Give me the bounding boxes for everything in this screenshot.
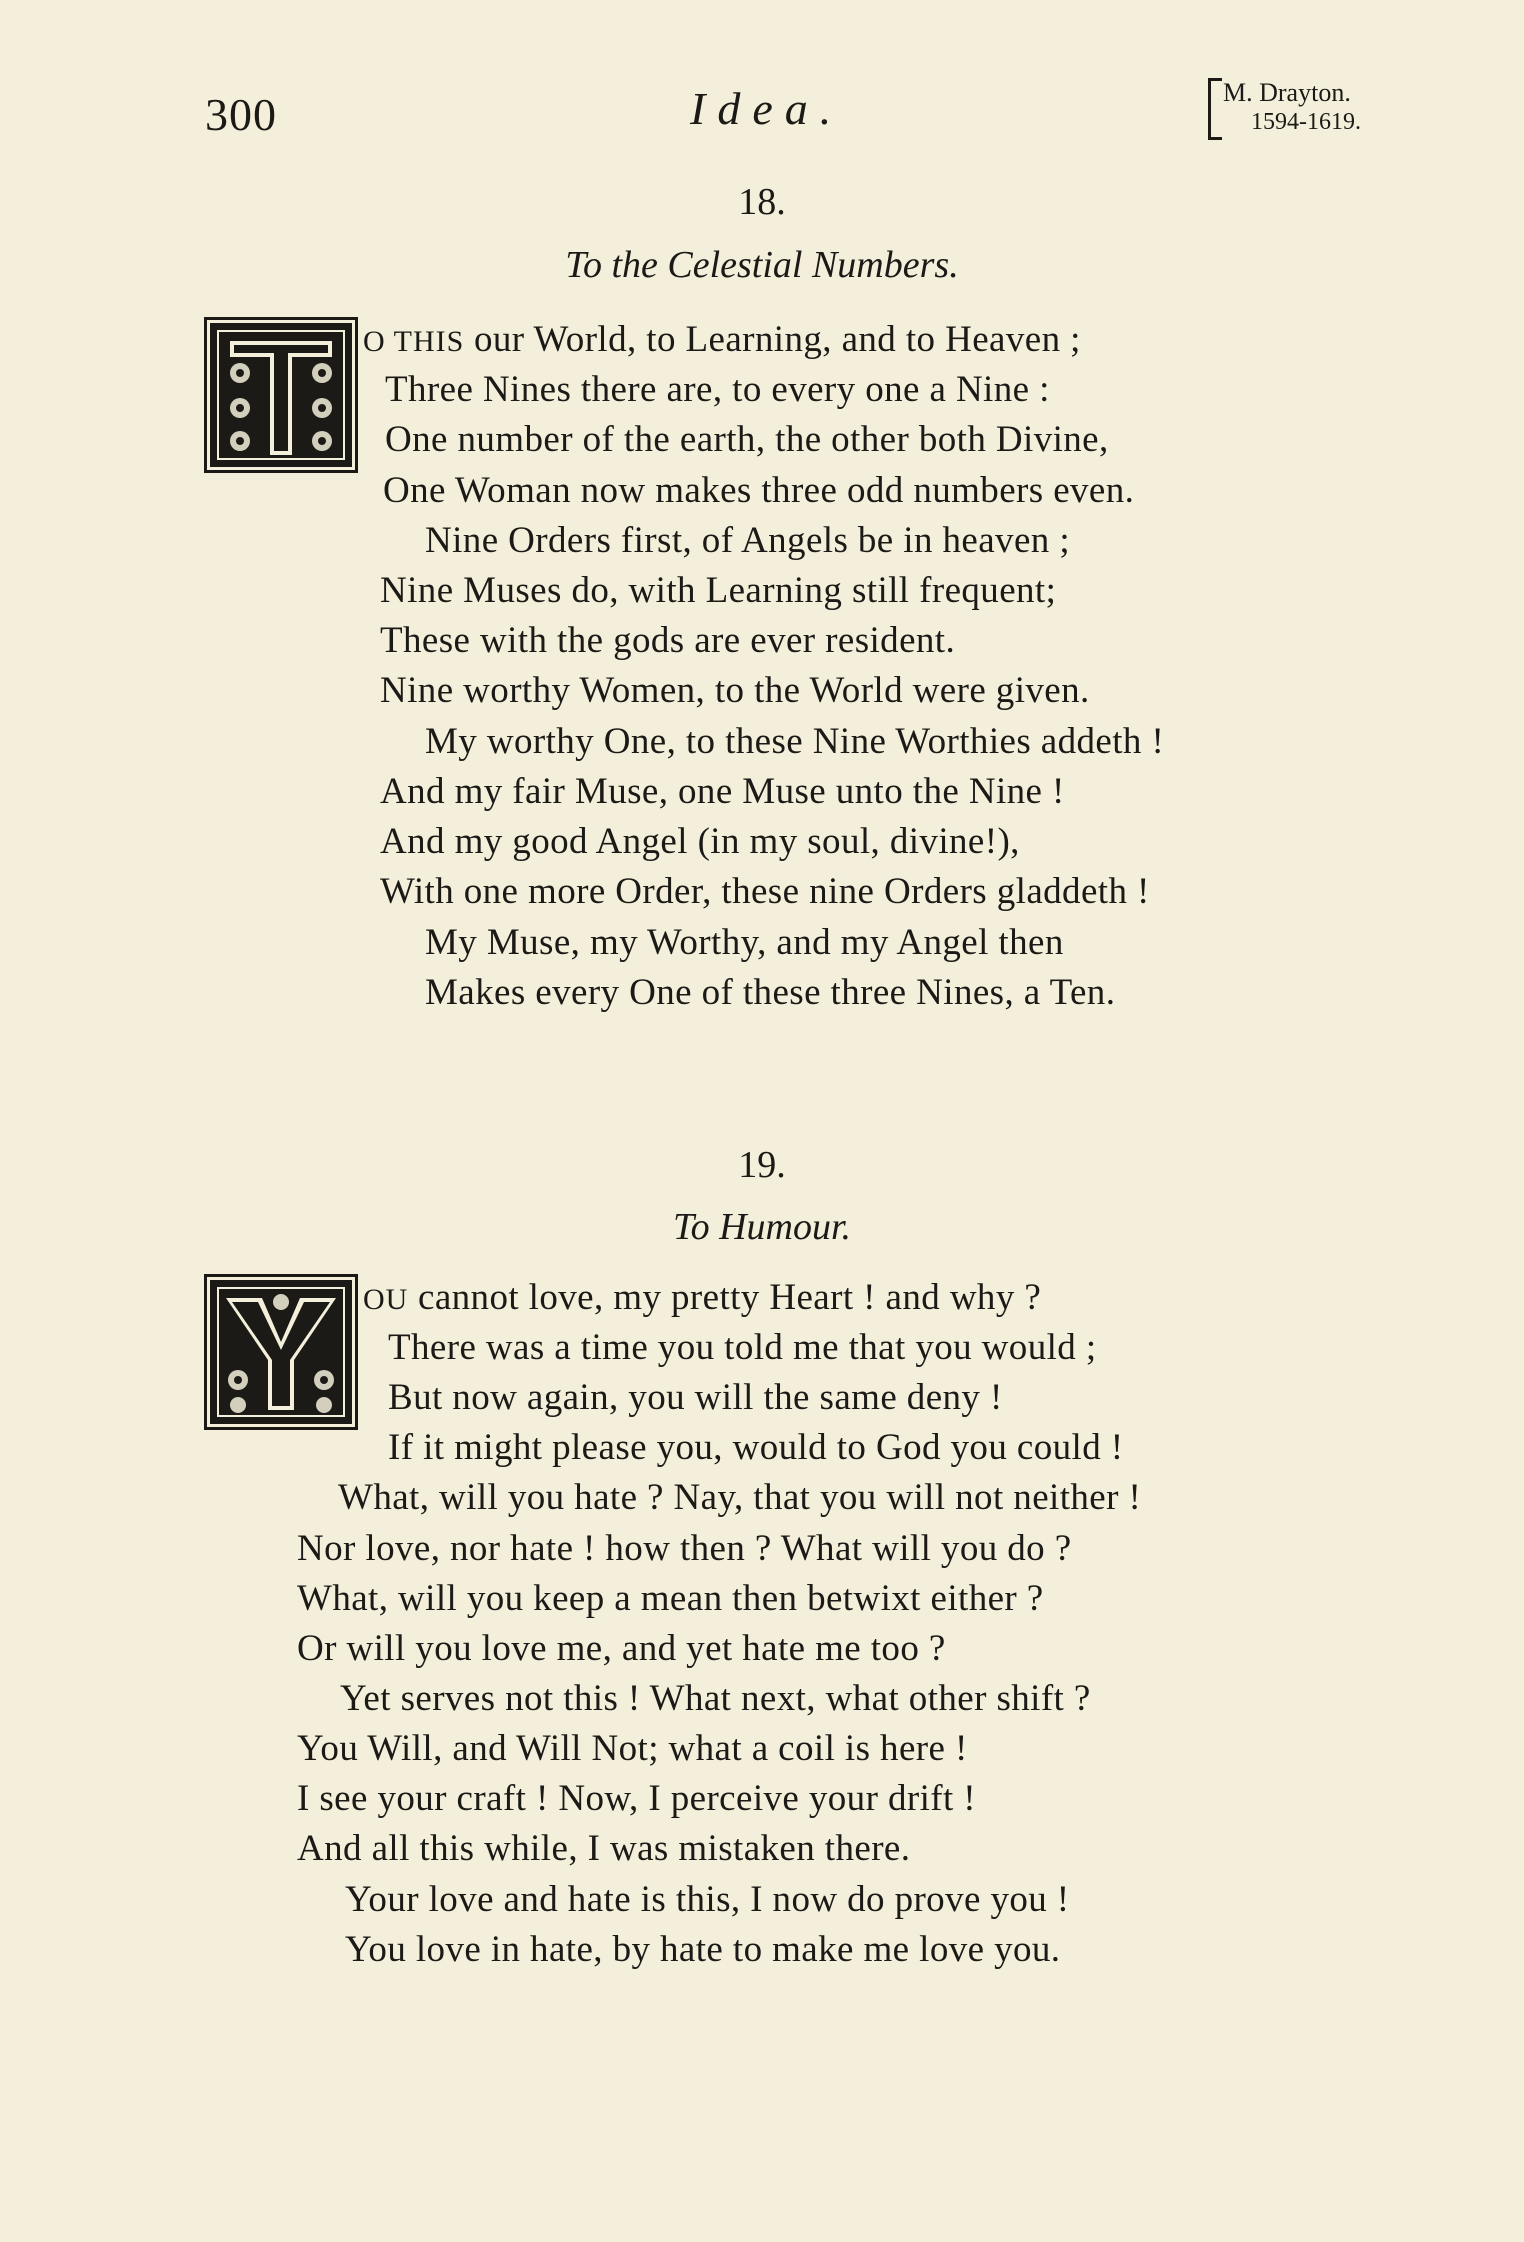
poem-line: My Muse, my Worthy, and my Angel then — [425, 922, 1064, 963]
ornamental-initial-icon — [210, 1280, 352, 1424]
drop-cap-t-ornament — [210, 323, 352, 467]
poem-line: One Woman now makes three odd numbers even. — [383, 470, 1135, 511]
poem-line: And all this while, I was mistaken there. — [297, 1828, 911, 1869]
author-dates: 1594-1619. — [1251, 109, 1361, 135]
poem-line: One number of the earth, the other both Divine, — [385, 419, 1109, 460]
poem-line: If it might please you, would to God you could ! — [388, 1427, 1124, 1468]
author-attribution — [1208, 78, 1413, 140]
poem-line: And my good Angel (in my soul, divine!), — [380, 821, 1020, 862]
poem-line: Makes every One of these three Nines, a Ten. — [425, 972, 1116, 1013]
poem-line: Nor love, nor hate ! how then ? What will you do ? — [297, 1528, 1072, 1569]
sonnet-title: To Humour. — [672, 1206, 852, 1248]
poem-line: What, will you keep a mean then betwixt either ? — [297, 1578, 1044, 1619]
drop-cap-y-ornament — [210, 1280, 352, 1424]
poem-line: You Will, and Will Not; what a coil is here ! — [297, 1728, 968, 1769]
poem-line: Your love and hate is this, I now do prove you ! — [345, 1879, 1070, 1920]
poem-line: But now again, you will the same deny ! — [388, 1377, 1003, 1418]
running-title: Idea. — [690, 83, 844, 134]
poem-line: What, will you hate ? Nay, that you will not neither ! — [338, 1477, 1142, 1518]
sonnet-title: To the Celestial Numbers. — [565, 244, 959, 286]
poem-line: With one more Order, these nine Orders gladdeth ! — [380, 871, 1150, 912]
ornamental-initial-icon — [210, 323, 352, 467]
poem-line: And my fair Muse, one Muse unto the Nine ! — [380, 771, 1065, 812]
sonnet-number: 19. — [738, 1144, 786, 1186]
author-name: M. Drayton. — [1223, 78, 1351, 107]
poem-line: Three Nines there are, to every one a Nine : — [385, 369, 1050, 410]
poem-line: I see your craft ! Now, I perceive your drift ! — [297, 1778, 977, 1819]
poem-line: Nine Orders first, of Angels be in heaven ; — [425, 520, 1071, 561]
poem-line: Or will you love me, and yet hate me too ? — [297, 1628, 946, 1669]
poem-line: There was a time you told me that you would ; — [388, 1327, 1097, 1368]
poem-line: Nine worthy Women, to the World were given. — [380, 670, 1090, 711]
poem-line: OU cannot love, my pretty Heart ! and why ? — [363, 1277, 1042, 1318]
page-number: 300 — [205, 89, 277, 140]
poem-line: You love in hate, by hate to make me love you. — [345, 1929, 1061, 1970]
poem-line: Nine Muses do, with Learning still frequent; — [380, 570, 1057, 611]
poem-line: My worthy One, to these Nine Worthies addeth ! — [425, 721, 1165, 762]
poem-line: Yet serves not this ! What next, what other shift ? — [340, 1678, 1091, 1719]
sonnet-number: 18. — [738, 181, 786, 223]
poem-line: These with the gods are ever resident. — [380, 620, 956, 661]
poem-line: O THIS our World, to Learning, and to Heaven ; — [363, 319, 1081, 360]
